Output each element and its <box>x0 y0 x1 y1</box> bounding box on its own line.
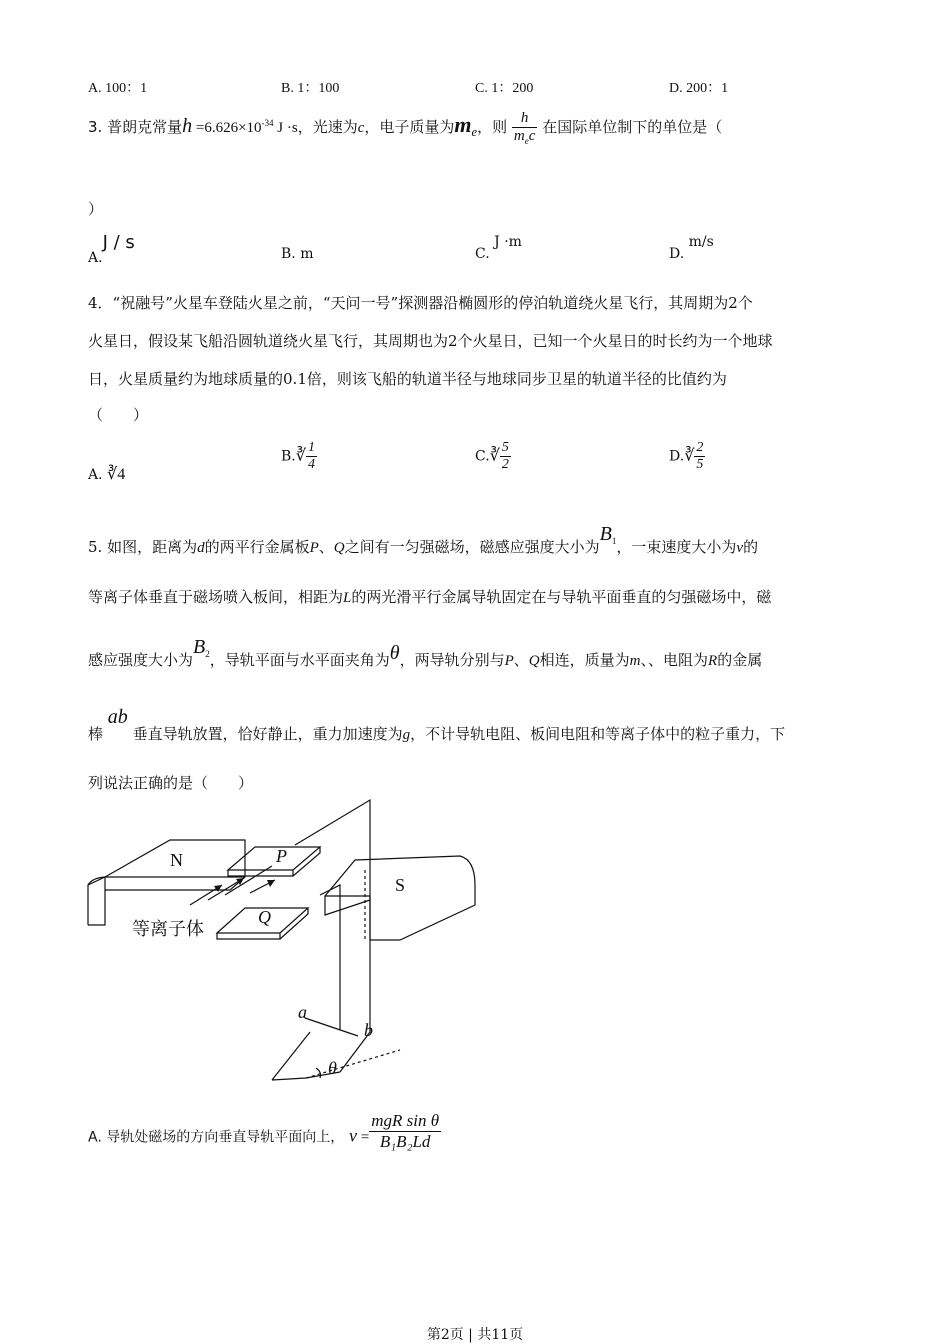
q5-option-a: A. 导轨处磁场的方向垂直导轨平面向上， v = $\frac{\text{mgR sin θ}}{\text{B₁B₂Ld}}$ <box>88 1111 440 1151</box>
label-a: a <box>298 1002 307 1022</box>
q3-option-a: A.J / s <box>88 232 135 266</box>
plate-p <box>228 847 320 876</box>
rail-plane <box>295 800 370 1072</box>
q4-option-b: B.∛ $\frac{1}{4}$ <box>281 440 315 472</box>
q5-line-5: 列说法正确的是（ ） <box>88 774 254 792</box>
q3-close-paren: ） <box>88 200 104 218</box>
q4-option-a: A. ∛4 <box>88 466 126 483</box>
label-s: S <box>395 875 406 895</box>
q5-line-1: 5. 如图，距离为d的两平行金属板P、Q之间有一匀强磁场，磁感应强度大小为$B_1$，一束速度大小为v的 <box>88 523 759 556</box>
q3-option-c: C. J ·m <box>475 234 522 262</box>
page-footer: 第2页 | 共11页 <box>426 1327 524 1343</box>
q4-option-c: C.∛ $\frac{5}{2}$ <box>475 440 509 472</box>
plasma-arrows <box>190 866 275 905</box>
q2-option-c: C. 1：200 <box>475 81 534 96</box>
q4-line-3: 日，火星质量约为地球质量的0.1倍，则该飞船的轨道半径与地球同步卫星的轨道半径的比值约为 <box>88 370 727 388</box>
label-b: b <box>364 1020 373 1040</box>
label-p: P <box>276 846 287 866</box>
q3-option-d: D. m/s <box>669 234 714 262</box>
q4-line-1: 4．“祝融号”火星车登陆火星之前，“天问一号”探测器沿椭圆形的停泊轨道绕火星飞行，其周期为2个 <box>88 294 753 312</box>
magnet-rail-diagram <box>80 795 500 1095</box>
label-q: Q <box>258 907 271 927</box>
n-magnet <box>88 840 245 925</box>
q3-stem: 3. 普朗克常量$h =6.626\times 10^{-34}$ J ·s，光速为c，电子质量为$m_e$，则 $\frac{h}{m_ec}$ 在国际单位制下的单位是（ <box>88 110 723 146</box>
h-over-mec-fraction: $\frac{h}{m_ec}$ <box>513 110 536 146</box>
q5-line-4: 棒 ab 垂直导轨放置，恰好静止，重力加速度为g，不计导轨电阻、板间电阻和等离子体中的粒子重力，下 <box>88 706 786 743</box>
q5-line-3: 感应强度大小为$B_2$，导轨平面与水平面夹角为θ，两导轨分别与P、Q相连，质量为m、、电阻为R的金属 <box>88 636 763 669</box>
q4-option-d: D.∛ $\frac{2}{5}$ <box>669 440 704 472</box>
q2-option-b: B. 1：100 <box>281 81 340 96</box>
q4-line-2: 火星日，假设某飞船沿圆轨道绕火星飞行，其周期也为2个火星日，已知一个火星日的时长约为一个地球 <box>88 332 773 350</box>
q5-line-2: 等离子体垂直于磁场喷入板间，相距为L的两光滑平行金属导轨固定在与导轨平面垂直的匀强磁场中，磁 <box>88 588 772 606</box>
s-magnet <box>325 856 475 940</box>
q3-option-b: B. m <box>281 246 314 262</box>
q2-option-a: A. 100：1 <box>88 81 148 96</box>
label-plasma: 等离子体 <box>132 919 204 940</box>
label-theta: θ <box>328 1058 337 1078</box>
q4-line-4: （ ） <box>88 406 149 424</box>
q2-option-d: D. 200：1 <box>669 81 729 96</box>
rod-ab <box>305 1018 358 1036</box>
label-n: N <box>170 850 183 870</box>
